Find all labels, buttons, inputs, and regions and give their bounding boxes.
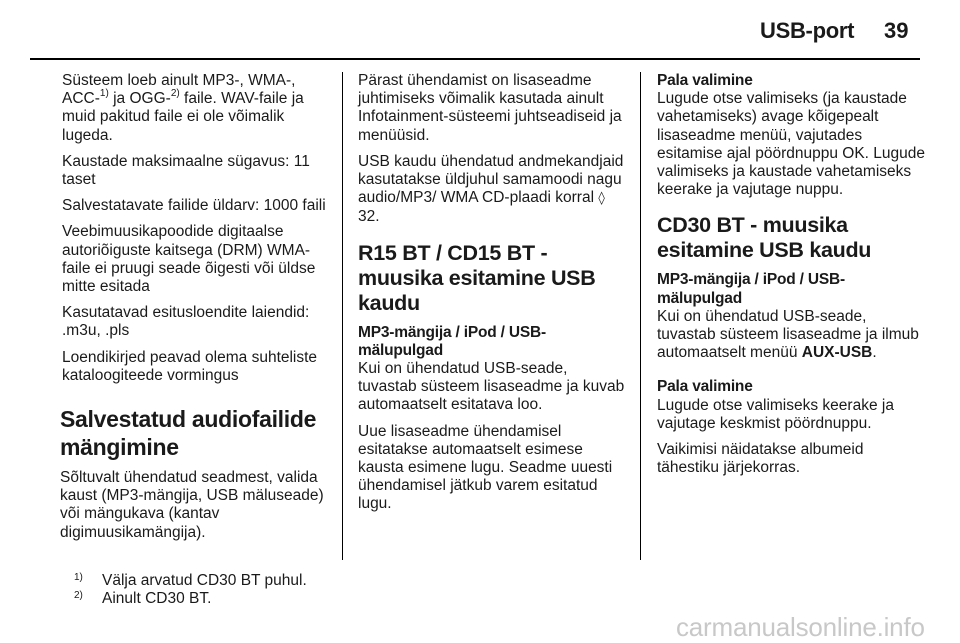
paragraph: Vaikimisi näidatakse albumeid tähestiku järjekorras. bbox=[657, 441, 864, 477]
paragraph: Süsteem loeb ainult MP3-, WMA-, ACC-$^{1)}$ ja OGG-$^{2)}$ faile. WAV-faile ja muid pakitud faile ei ole võimalik lugeda. bbox=[62, 72, 304, 144]
header-divider bbox=[30, 58, 920, 60]
footnote bbox=[74, 572, 307, 590]
paragraph: Salvestatavate failide üldarv: 1000 faili bbox=[62, 197, 326, 215]
section-heading: CD30 BT - muusika esitamine USB kaudu bbox=[657, 213, 872, 263]
page-reference-icon: ◊ bbox=[598, 191, 605, 207]
section-heading: R15 BT / CD15 BT - muusika esitamine USB kaudu bbox=[358, 240, 596, 315]
paragraph: Uue lisaseadme ühendamisel esitatakse automaatselt esimese kausta esimene lugu. Seadme uuesti ühendamisel jätkub varem esitatud lugu. bbox=[358, 422, 613, 513]
subsection-heading: Pala valimine bbox=[657, 72, 753, 89]
paragraph: Lugude otse valimiseks keerake ja vajutage keskmist pöördnuppu. bbox=[657, 396, 894, 432]
paragraph: Kui on ühendatud USB-seade, tuvastab süsteem lisaseadme ja kuvab automaatselt esitatava loo. bbox=[358, 360, 625, 414]
menu-name: AUX-USB bbox=[801, 344, 873, 362]
subsection-heading: MP3-mängija / iPod / USB-mälupulgad bbox=[358, 323, 546, 359]
footnotes bbox=[74, 572, 307, 608]
column-2 bbox=[358, 72, 628, 522]
footnote-text: Välja arvatud CD30 BT puhul. bbox=[102, 572, 307, 589]
column-divider bbox=[342, 72, 343, 560]
column-divider bbox=[640, 72, 641, 560]
paragraph: Veebimuusikapoodide digitaalse autoriõiguste kaitsega (DRM) WMA-faile ei pruugi seade õigesti või üldse mitte esitada bbox=[62, 223, 316, 296]
subsection-heading: MP3-mängija / iPod / USB-mälupulgad bbox=[657, 271, 845, 307]
paragraph: Kui on ühendatud USB-seade, tuvastab süsteem lisaseadme ja ilmub automaatselt menüü AUX-USB. bbox=[657, 307, 919, 362]
footnote-ref: 1) bbox=[99, 88, 109, 100]
footnote-mark: 2) bbox=[74, 590, 83, 601]
column-3 bbox=[657, 72, 927, 485]
column-1 bbox=[62, 72, 332, 550]
paragraph: Lugude otse valimiseks (ja kaustade vahetamiseks) avage kõigepealt lisaseadme menüü, vajutades esitamise ajal pöördnuppu OK. Lugude valimiseks ja kaustade vahetamiseks keerake ja vajutage nuppu. bbox=[657, 90, 925, 199]
footnote-ref: 2) bbox=[170, 88, 180, 100]
paragraph: Kaustade maksimaalne sügavus: 11 taset bbox=[62, 152, 310, 189]
paragraph: Kasutatavad esitusloendite laiendid: .m3u, .pls bbox=[62, 304, 310, 340]
footnote-text: Ainult CD30 BT. bbox=[102, 590, 212, 607]
page-number: 39 bbox=[884, 18, 909, 43]
section-heading: Salvestatud audiofailide mängimine bbox=[60, 406, 317, 461]
page-header-title: USB-port bbox=[760, 18, 855, 43]
paragraph: USB kaudu ühendatud andmekandjaid kasutatakse üldjuhul samamoodi nagu audio/MP3/ WMA CD-plaadi korral ◊ 32. bbox=[358, 152, 624, 226]
watermark: carmanualsonline.info bbox=[676, 612, 925, 642]
paragraph: Sõltuvalt ühendatud seadmest, valida kaust (MP3-mängija, USB mäluseade) või mängukava (kantav digimuusikamängija). bbox=[60, 469, 324, 541]
footnote-mark: 1) bbox=[74, 572, 83, 583]
paragraph: Pärast ühendamist on lisaseadme juhtimiseks võimalik kasutada ainult Infotainment-süsteemi juhtseadiseid ja menüüsid. bbox=[358, 72, 622, 144]
paragraph: Loendikirjed peavad olema suhteliste kataloogiteede vormingus bbox=[62, 348, 318, 384]
footnote bbox=[74, 590, 307, 608]
subsection-heading: Pala valimine bbox=[657, 378, 753, 396]
